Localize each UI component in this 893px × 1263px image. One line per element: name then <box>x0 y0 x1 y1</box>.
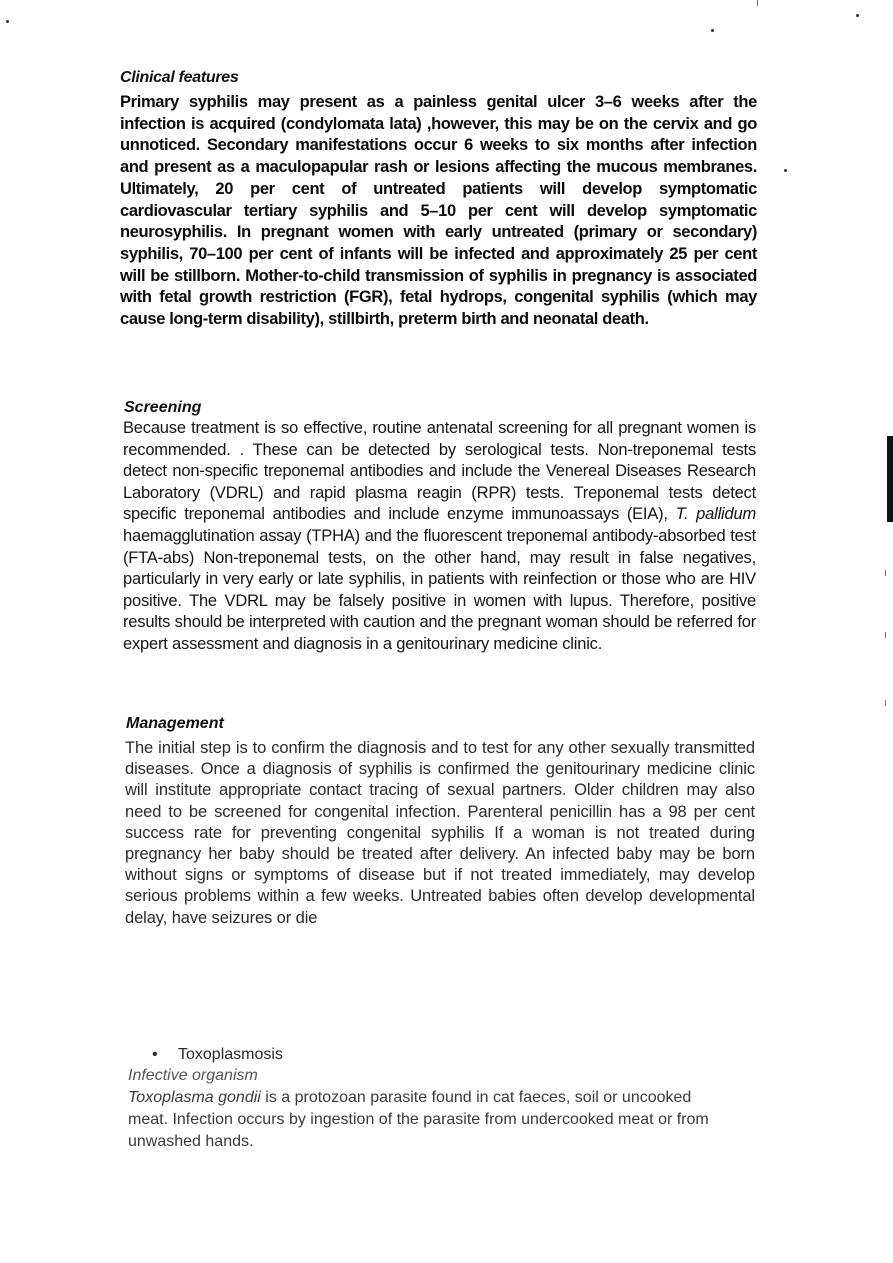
scan-speck <box>711 29 714 32</box>
section-heading-infective-organism: Infective organism <box>128 1067 258 1084</box>
toxoplasmosis-text: is a protozoan parasite found in cat faeces, soil or uncooked meat. Infection occurs by ingestion of the parasite from undercooked meat or from unwashed hands. <box>128 1089 709 1150</box>
list-item-toxoplasmosis <box>152 1045 283 1065</box>
screening-text-part-1: Because treatment is so effective, routine antenatal screening for all pregnant women is recommended. . These can be detected by serological tests. Non-treponemal tests detect non-specific treponemal antibodies and include the Venereal Diseases Research Laboratory (VDRL) and rapid plasma reagin (RPR) tests. Treponemal tests detect specific treponemal antibodies and include enzyme immunoassays (EIA), <box>123 419 756 524</box>
toxoplasmosis-title: Toxoplasmosis <box>178 1046 283 1063</box>
screening-text-part-2: haemagglutination assay (TPHA) and the fluorescent treponemal antibody-absorbed test (FTA-abs) Non-treponemal tests, on the other hand, may result in false negatives, particularly in very early or late syphilis, in patients with reinfection or those who are HIV positive. The VDRL may be falsely positive in women with lupus. Therefore, positive results should be interpreted with caution and the pregnant woman should be referred for expert assessment and diagnosis in a genitourinary medicine clinic. <box>123 526 756 653</box>
scan-speck <box>6 20 9 23</box>
organism-name-t-pallidum: T. pallidum <box>675 505 757 524</box>
screening-paragraph <box>123 418 756 656</box>
section-heading-screening: Screening <box>124 399 202 416</box>
scan-speck <box>856 14 859 17</box>
scan-speck <box>784 169 787 172</box>
scan-tick <box>885 632 886 638</box>
management-paragraph: The initial step is to confirm the diagnosis and to test for any other sexually transmitted diseases. Once a diagnosis of syphilis is confirmed the genitourinary medicine clinic will institute appropriate contact tracing of sexual partners. Older children may also need to be screened for congenital infection. Parenteral penicillin has a 98 per cent success rate for preventing congenital syphilis If a woman is not treated during pregnancy her baby should be treated after delivery. An infected baby may be born without signs or symptoms of disease but if not treated immediately, may develop serious problems within a few weeks. Untreated babies often develop developmental delay, have seizures or die <box>125 739 755 927</box>
toxoplasmosis-paragraph <box>128 1087 728 1153</box>
scan-tick <box>885 570 886 576</box>
scan-tick <box>885 700 886 706</box>
section-heading-management: Management <box>126 715 224 732</box>
clinical-features-paragraph: Primary syphilis may present as a painless genital ulcer 3–6 weeks after the infection is acquired (condylomata lata) ,however, this may be on the cervix and go unnoticed. Secondary manifestations occur 6 weeks to six months after infection and present as a maculopapular rash or lesions affecting the mucous membranes. Ultimately, 20 per cent of untreated patients will develop symptomatic cardiovascular tertiary syphilis and 5–10 per cent will develop symptomatic neurosyphilis. In pregnant women with early untreated (primary or secondary) syphilis, 70–100 per cent of infants will be infected and approximately 25 per cent will be stillborn. Mother-to-child transmission of syphilis in pregnancy is associated with fetal growth restriction (FGR), fetal hydrops, congenital syphilis (which may cause long-term disability), stillbirth, preterm birth and neonatal death. <box>120 93 757 329</box>
section-heading-clinical-features: Clinical features <box>120 69 239 86</box>
bullet-marker: • <box>152 1046 158 1063</box>
organism-name-toxoplasma-gondii: Toxoplasma gondii <box>128 1089 261 1106</box>
scan-tick <box>757 0 758 6</box>
scan-edge-mark <box>887 436 893 522</box>
